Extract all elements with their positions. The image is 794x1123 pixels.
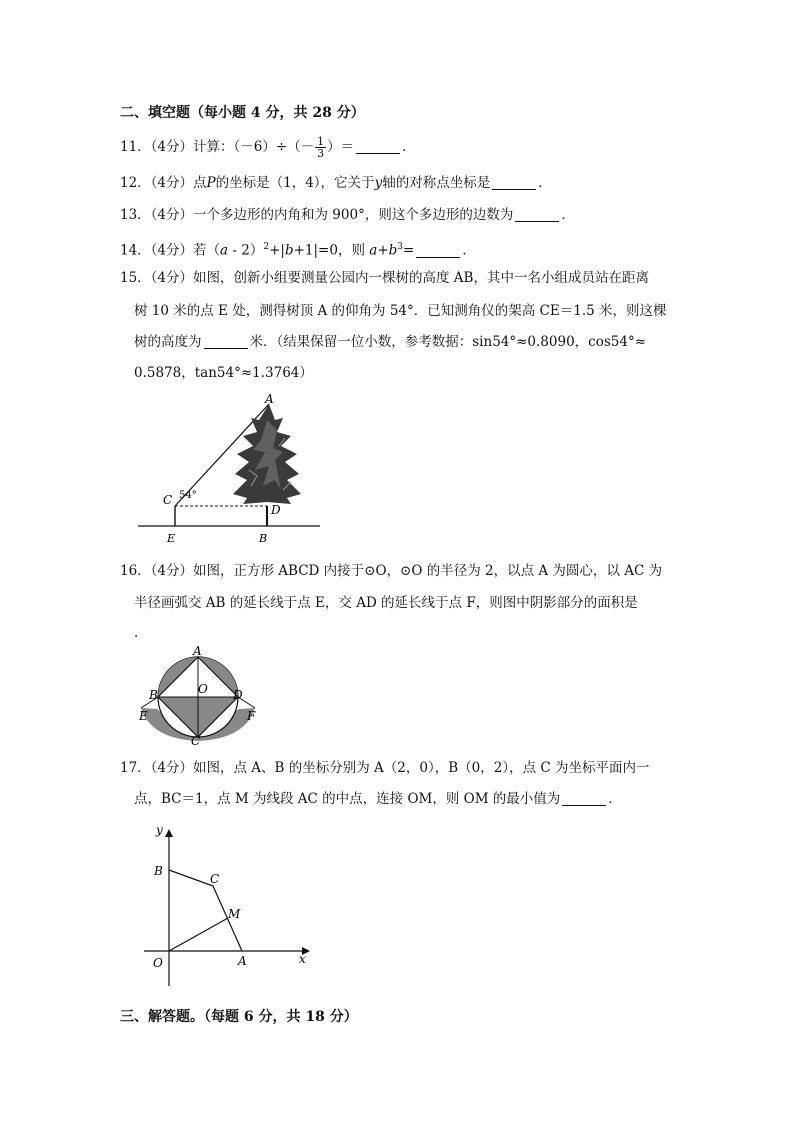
- q13-end: ．: [561, 207, 575, 223]
- q17-label-b: B: [154, 864, 163, 878]
- q16-line-3: ．: [134, 625, 148, 641]
- q15-figure: [135, 390, 325, 550]
- q14-exponent-3: 3: [397, 242, 404, 252]
- q12-text-c: 轴的对称点坐标是: [382, 175, 491, 191]
- section-3-title: 三、解答题。（每题 6 分，共 18 分）: [120, 1009, 358, 1025]
- q12-answer-blank[interactable]: [492, 175, 536, 190]
- q14-var-b2: b: [388, 242, 398, 259]
- q12-var-y: y: [374, 175, 383, 191]
- q14-var-a2: a: [369, 242, 378, 259]
- q17-line-2b: ．: [608, 791, 622, 807]
- section-2-title: 二、填空题（每小题 4 分，共 28 分）: [120, 105, 365, 121]
- q12-text-a: 12．（4分）点: [120, 175, 207, 191]
- q14-var-a: a: [220, 242, 229, 259]
- q15-label-d: D: [271, 503, 281, 517]
- q16-label-e: E: [139, 709, 148, 723]
- q17-label-c: C: [210, 872, 220, 886]
- q17-line-2a: 点，BC＝1，点 M 为线段 AC 的中点，连接 OM，则 OM 的最小值为: [134, 791, 561, 807]
- q13-text: 13．（4分）一个多边形的内角和为 900°，则这个多边形的边数为: [120, 207, 514, 223]
- q17-label-o: O: [153, 956, 163, 970]
- q14-exponent-2: 2: [263, 242, 270, 252]
- q16-label-d: D: [233, 688, 243, 702]
- q12-var-p: P: [206, 175, 216, 191]
- question-14: [120, 237, 476, 261]
- q16-label-c: C: [191, 734, 201, 747]
- tree-icon: [233, 404, 301, 504]
- segment-om: [169, 918, 228, 951]
- y-axis-arrow-icon: [165, 829, 173, 837]
- q11-denominator: 3: [317, 147, 325, 160]
- q15-label-a: A: [265, 392, 274, 406]
- q17-figure: [140, 820, 320, 990]
- q15-line-3a: 树的高度为: [134, 334, 202, 350]
- q14-text-c: +|: [269, 242, 285, 259]
- q14-plus: +: [377, 242, 389, 259]
- q11-end: ．: [402, 139, 416, 155]
- q16-line-2: 半径画弧交 AB 的延长线于点 E，交 AD 的延长线于点 F，则图中阴影部分的面积是: [134, 595, 638, 611]
- q16-figure: [135, 645, 265, 747]
- q14-equals: =: [403, 242, 415, 259]
- q11-fraction: [315, 136, 326, 159]
- q16-line-1: 16．（4分）如图，正方形 ABCD 内接于⊙O，⊙O 的半径为 2，以点 A 为圆心，以 AC 为: [120, 563, 663, 579]
- q16-label-f: F: [247, 709, 256, 723]
- q16-label-b: B: [149, 688, 158, 702]
- q11-suffix: ）＝: [327, 139, 355, 155]
- q15-line-3b: 米．（结果保留一位小数，参考数据：sin54°≈0.8090，cos54°≈: [249, 334, 647, 350]
- q15-line-4: 0.5878，tan54°≈1.3764）: [134, 365, 313, 381]
- q12-end: ．: [538, 175, 552, 191]
- q15-line-3: [134, 332, 646, 352]
- q13-answer-blank[interactable]: [515, 207, 559, 222]
- q14-answer-blank[interactable]: [416, 243, 460, 258]
- q15-line-1: 15．（4分）如图，创新小组要测量公园内一棵树的高度 AB，其中一名小组成员站在距离: [120, 270, 649, 286]
- q15-label-angle: 54°: [179, 490, 197, 501]
- q11-answer-blank[interactable]: [356, 139, 400, 154]
- q11-numerator: 1: [317, 135, 325, 148]
- q14-var-b: b: [284, 242, 294, 259]
- q16-label-a: A: [193, 645, 202, 658]
- q15-label-c: C: [163, 493, 173, 507]
- q16-label-o: O: [198, 682, 208, 696]
- q17-line-2: [134, 789, 622, 809]
- q14-text-b: - 2）: [228, 242, 264, 259]
- q11-prefix: 11．（4分）计算：（－6）÷（－: [120, 139, 315, 155]
- question-11: [120, 136, 416, 159]
- q12-text-b: 的坐标是（1，4），它关于: [215, 175, 375, 191]
- q17-label-y: y: [156, 823, 163, 837]
- q14-text-d: +1|=0，则: [293, 242, 370, 259]
- q17-label-a: A: [238, 954, 247, 968]
- q14-text-a: 14．（4分）若（: [120, 242, 221, 259]
- q15-line-2: 树 10 米的点 E 处，测得树顶 A 的仰角为 54°．已知测角仪的架高 CE＝1.5 米，则这棵: [134, 303, 667, 319]
- question-13: [120, 205, 575, 225]
- q15-answer-blank[interactable]: [204, 334, 248, 349]
- q15-label-e: E: [167, 532, 176, 545]
- q15-label-b: B: [259, 532, 268, 545]
- question-12: [120, 173, 552, 193]
- q17-answer-blank[interactable]: [562, 791, 606, 806]
- q17-line-1: 17．（4分）如图，点 A、B 的坐标分别为 A（2，0），B（0，2），点 C 为坐标平面内一: [120, 760, 650, 776]
- q17-label-x: x: [299, 952, 306, 966]
- q17-label-m: M: [228, 907, 241, 921]
- q14-end: ．: [462, 242, 476, 259]
